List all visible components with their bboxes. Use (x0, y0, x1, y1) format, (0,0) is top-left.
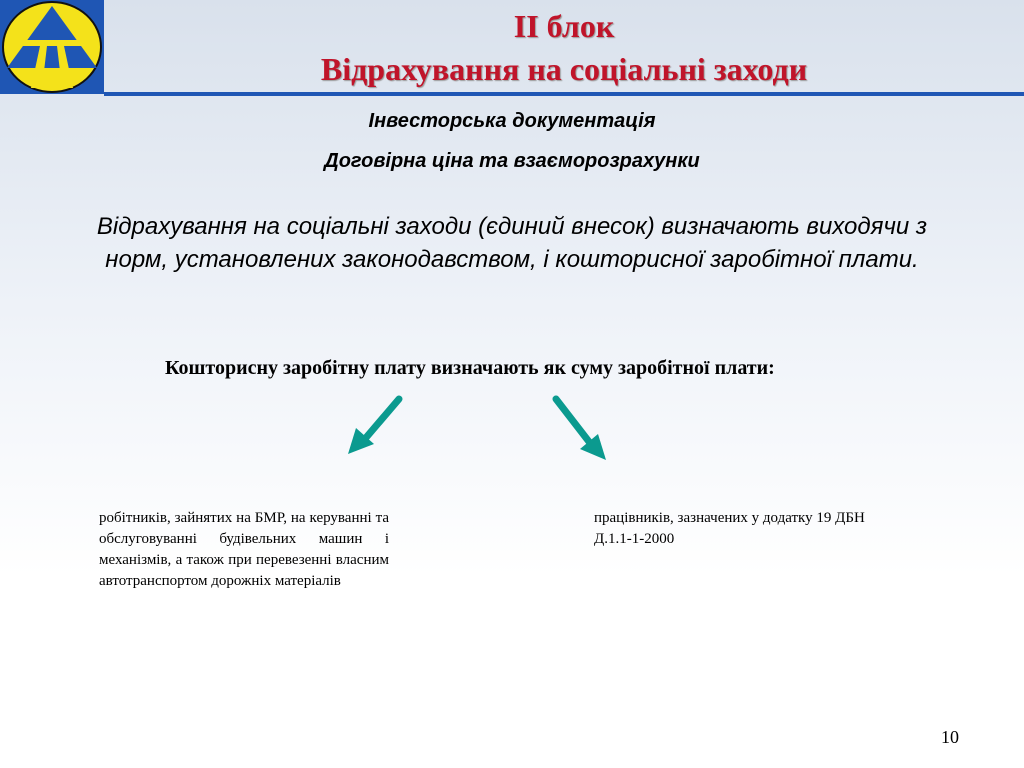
branch-employees-text: працівників, зазначених у додатку 19 ДБН Д.1.1-1-2000 (594, 510, 865, 547)
branch-arrows (330, 390, 630, 470)
slide-title-line1: ІІ блок (513, 8, 615, 44)
subtitle-investor-docs: Інвесторська документація (368, 110, 656, 132)
arrow-right-icon (556, 399, 606, 460)
road-logo-icon (0, 0, 104, 94)
estimated-salary-heading: Кошторисну заробітну плату визначають як суму заробітної плати: (165, 357, 775, 379)
slide-title-line2: Відрахування на соціальні заходи (320, 51, 808, 87)
header-rule (104, 92, 1024, 96)
logo (0, 0, 104, 94)
lead-paragraph: Відрахування на соціальні заходи (єдиний внесок) визначають виходячи з норм, установлених законодавством, і кошторисної заробітної плати. (96, 213, 928, 273)
subtitle-contract-price: Договірна ціна та взаєморозрахунки (324, 150, 700, 172)
branch-workers-text: робітників, зайнятих на БМР, на керуванні та обслуговуванні будівельних машин і механізмів, а також при перевезенні власним автотранспортом дорожніх матеріалів (99, 510, 389, 589)
page-number: 10 (941, 727, 959, 747)
arrow-left-icon (348, 399, 399, 454)
